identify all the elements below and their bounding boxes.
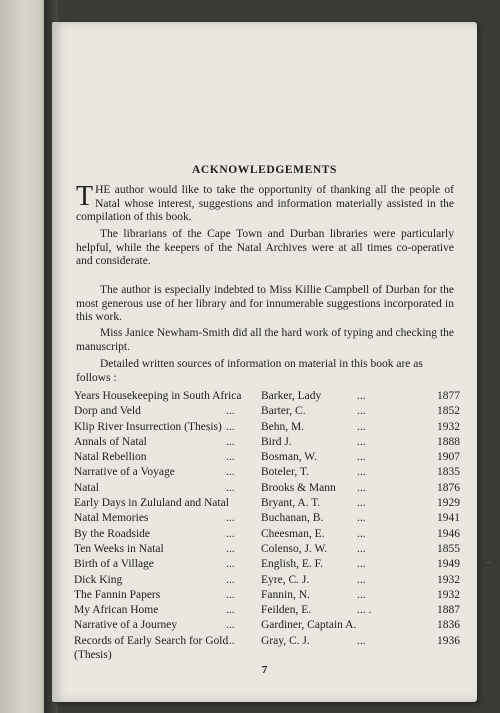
paragraph-5: Detailed written sources of information on material in this book are as follows :	[76, 358, 423, 384]
source-row	[74, 404, 460, 419]
source-author: Gardiner, Captain A.	[261, 619, 357, 632]
source-title: Years Housekeeping in South Africa	[74, 390, 242, 402]
source-title: Early Days in Zululand and Natal	[74, 497, 229, 510]
paragraph-1-text: HE author would like to take the opportunity of thanking all the people of Natal whose interest, suggestions and information materially assisted in the compilation of this book.	[76, 184, 454, 223]
paragraph-2: The librarians of the Cape Town and Durban libraries were particularly helpful, while the keepers of the Natal Archives were at all times co-operative and considerate.	[76, 228, 454, 267]
leader-dots: ...	[226, 604, 235, 617]
leader-dots: ...	[226, 451, 235, 464]
source-year: 1946	[437, 527, 460, 540]
source-year: 1929	[437, 497, 460, 510]
source-row	[74, 588, 460, 603]
leader-dots: ...	[357, 405, 366, 418]
source-author: Barker, Lady	[261, 390, 322, 402]
source-row	[74, 542, 460, 557]
source-author: Bryant, A. T.	[261, 497, 321, 510]
source-year: 1855	[437, 542, 460, 555]
book-page	[52, 22, 491, 702]
source-row	[74, 496, 460, 511]
source-title: Narrative of a Journey	[74, 619, 178, 632]
source-author: Fannin, N.	[261, 588, 310, 601]
leader-dots: ...	[357, 558, 366, 571]
source-author: Bosman, W.	[261, 451, 317, 464]
paragraph-3: The author is especially indebted to Miss Killie Campbell of Durban for the most generous use of her library and for innumerable suggestions incorporated in this work.	[76, 284, 454, 323]
leader-dots: ...	[226, 573, 235, 586]
leader-dots: ...	[357, 542, 366, 555]
leader-dots: ...	[226, 405, 235, 418]
leader-dots: ... .	[357, 604, 372, 617]
leader-dots: ...	[357, 420, 366, 433]
sources-list	[74, 389, 460, 664]
leader-dots: ...	[226, 588, 235, 601]
source-title: Narrative of a Voyage	[74, 466, 175, 479]
source-row	[74, 481, 460, 496]
source-author: Feilden, E.	[261, 604, 312, 617]
source-author: Boteler, T.	[261, 466, 309, 479]
source-year: 1877	[437, 390, 460, 402]
leader-dots: ...	[357, 588, 366, 601]
leader-dots: ...	[357, 435, 366, 448]
page-number: 7	[261, 664, 268, 676]
source-title: Natal Rebellion	[74, 451, 147, 464]
leader-dots: ...	[226, 558, 235, 571]
source-author: Barter, C.	[261, 405, 306, 418]
paragraph-1	[76, 181, 454, 225]
source-row	[74, 511, 460, 526]
margin-mark: –	[486, 557, 491, 568]
source-author: Colenso, J. W.	[261, 542, 328, 555]
source-year: 1836	[437, 619, 460, 632]
leader-dots: ...	[357, 512, 366, 525]
source-title-continued: (Thesis)	[74, 648, 112, 661]
source-title: Klip River Insurrection (Thesis)	[74, 420, 222, 433]
source-author: Cheesman, E.	[261, 527, 325, 540]
source-year: 1932	[437, 573, 460, 586]
source-year: 1941	[437, 512, 460, 525]
source-year: 1949	[437, 558, 460, 571]
source-row	[74, 618, 460, 633]
leader-dots: ...	[226, 542, 235, 555]
leader-dots: ...	[226, 466, 235, 479]
source-row	[74, 450, 460, 465]
leader-dots: ...	[357, 573, 366, 586]
leader-dots: ...	[357, 527, 366, 540]
source-row	[74, 389, 460, 404]
page-heading: ACKNOWLEDGEMENTS	[191, 164, 338, 176]
source-year: 1932	[437, 588, 460, 601]
leader-dots: ...	[357, 390, 366, 402]
source-author: Brooks & Mann	[261, 481, 336, 494]
source-year: 1887	[437, 604, 460, 617]
leader-dots: ...	[226, 634, 235, 647]
source-title: Dorp and Veld	[74, 405, 141, 418]
source-year: 1852	[437, 405, 460, 418]
source-author: Gray, C. J.	[261, 634, 310, 647]
source-title: My African Home	[74, 604, 159, 617]
source-title: By the Roadside	[74, 527, 151, 540]
leader-dots: ...	[226, 512, 235, 525]
leader-dots: ...	[357, 481, 366, 494]
source-row	[74, 527, 460, 542]
source-author: English, E. F.	[261, 558, 324, 571]
source-title: Records of Early Search for Gold	[74, 634, 229, 647]
source-author: Eyre, C. J.	[261, 573, 310, 586]
leader-dots: ...	[357, 634, 366, 647]
leader-dots: ...	[226, 527, 235, 540]
source-year: 1888	[437, 435, 460, 448]
leader-dots: ...	[357, 451, 366, 464]
leader-dots: ...	[357, 497, 366, 510]
source-year: 1876	[437, 481, 460, 494]
source-title: Dick King	[74, 573, 123, 586]
source-year: 1835	[437, 466, 460, 479]
source-row	[74, 603, 460, 618]
source-title: Natal	[74, 481, 99, 494]
source-title: Ten Weeks in Natal	[74, 542, 164, 555]
source-title: Birth of a Village	[74, 558, 154, 571]
source-row	[74, 435, 460, 450]
source-row	[74, 465, 460, 480]
drop-cap: T	[76, 181, 94, 212]
source-year: 1936	[437, 634, 460, 647]
source-row	[74, 634, 460, 664]
paragraph-4: Miss Janice Newham-Smith did all the hard work of typing and checking the manuscript.	[76, 327, 454, 353]
leader-dots: ...	[357, 466, 366, 479]
leader-dots: ...	[226, 435, 235, 448]
source-title: Natal Memories	[74, 512, 149, 525]
source-year: 1932	[437, 420, 460, 433]
leader-dots: ...	[226, 420, 235, 433]
leader-dots: ...	[226, 481, 235, 494]
source-row	[74, 557, 460, 572]
source-title: The Fannin Papers	[74, 588, 161, 601]
source-row	[74, 420, 460, 435]
source-author: Buchanan, B.	[261, 512, 324, 525]
source-year: 1907	[437, 451, 460, 464]
leader-dots: ...	[226, 619, 235, 632]
source-row	[74, 573, 460, 588]
source-author: Behn, M.	[261, 420, 305, 433]
source-title: Annals of Natal	[74, 435, 147, 448]
source-author: Bird J.	[261, 435, 292, 448]
